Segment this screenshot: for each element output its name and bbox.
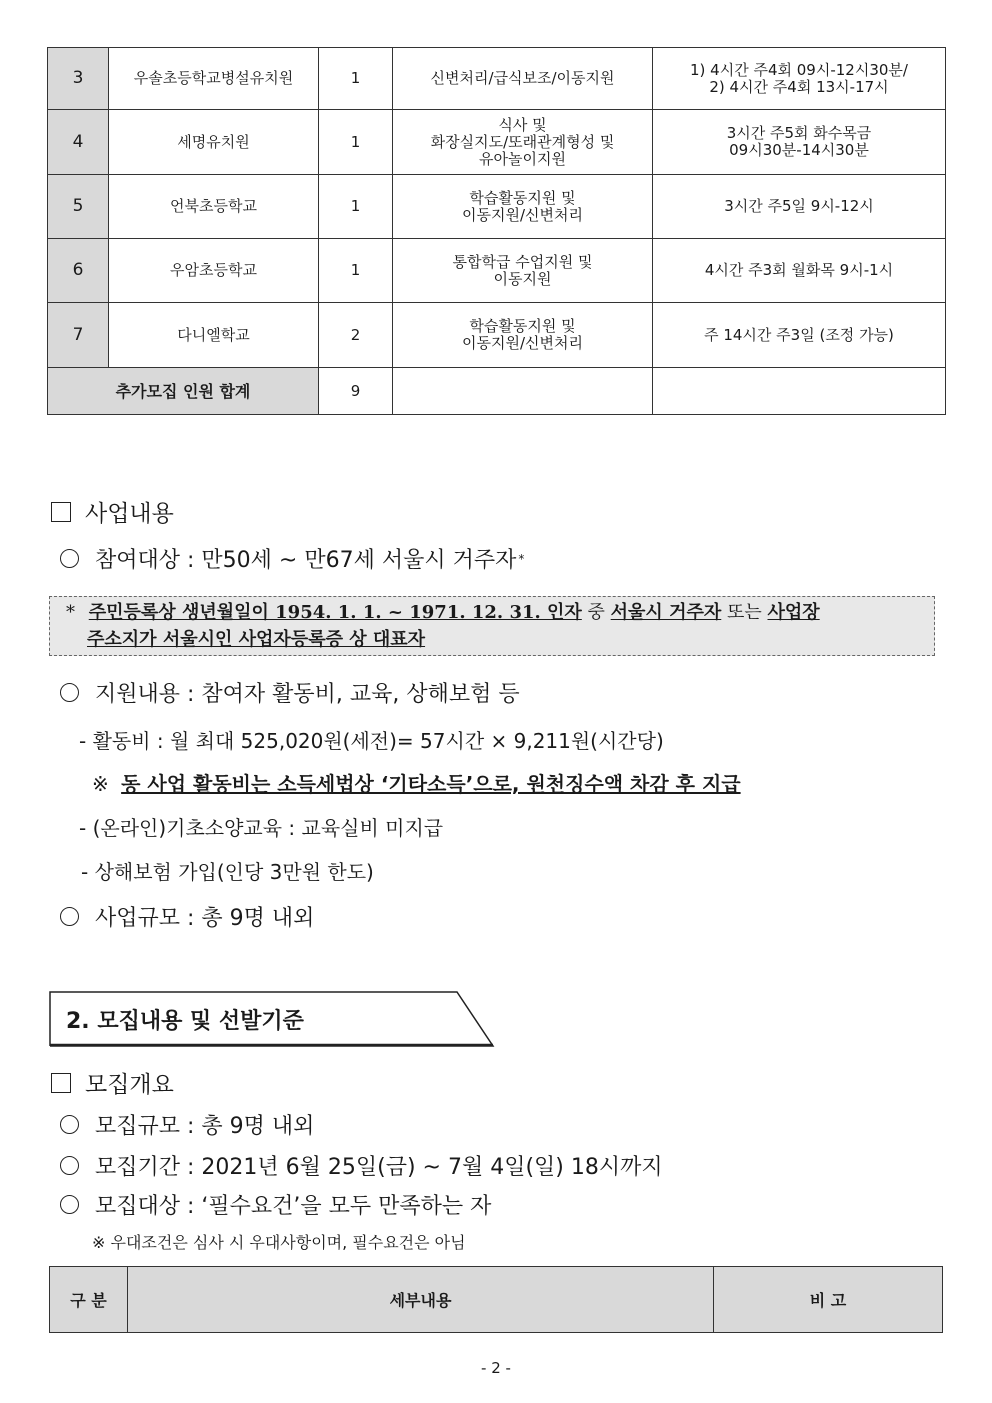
section-2-title-text: 2. 모집내용 및 선발기준: [66, 1009, 304, 1034]
duty-description: 학습활동지원 및 이동지원/신변처리: [393, 303, 653, 368]
square-bullet-icon: [51, 502, 71, 522]
school-name: 다니엘학교: [109, 303, 319, 368]
section-2-title: [49, 991, 493, 1046]
col-remarks: 비 고: [714, 1267, 943, 1333]
duty-description: 통합학급 수업지원 및 이동지원: [393, 239, 653, 303]
table-row: [48, 110, 946, 175]
insurance-line: - 상해보험 가입(인당 3만원 한도): [81, 860, 374, 884]
preference-note: ※ 우대조건은 심사 시 우대사항이며, 필수요건은 아님: [92, 1233, 466, 1252]
duty-description: 식사 및 화장실지도/또래관계형성 및 유아놀이지원: [393, 110, 653, 175]
school-name: 우암초등학교: [109, 239, 319, 303]
recruit-heading-text: 모집개요: [85, 1072, 174, 1098]
total-row: [48, 368, 946, 415]
note-seoul-resident: 서울시 거주자: [610, 602, 722, 623]
row-number: 5: [48, 175, 109, 239]
support-text: 지원내용 : 참여자 활동비, 교육, 상해보험 등: [95, 682, 520, 707]
col-category: 구 분: [50, 1267, 128, 1333]
total-value: 9: [319, 368, 393, 415]
note-line2: 주소지가 서울시인 사업자등록증 상 대표자: [87, 629, 426, 650]
target-mark: *: [518, 551, 525, 566]
headcount: 1: [319, 110, 393, 175]
table-row: [48, 48, 946, 110]
note-star: *: [66, 602, 75, 623]
education-line: - (온라인)기초소양교육 : 교육실비 미지급: [79, 816, 444, 840]
circle-bullet-icon: [60, 549, 79, 568]
business-heading-text: 사업내용: [85, 501, 174, 527]
tax-note-line: [92, 768, 741, 797]
headcount: 1: [319, 175, 393, 239]
work-schedule: 3시간 주5일 9시-12시: [653, 175, 946, 239]
circle-bullet-icon: [60, 1115, 79, 1134]
table-row: [48, 303, 946, 368]
target-text: 참여대상 : 만50세 ~ 만67세 서울시 거주자: [95, 548, 517, 573]
school-name: 언북초등학교: [109, 175, 319, 239]
business-scale-line: [60, 901, 314, 932]
col-details: 세부내용: [128, 1267, 714, 1333]
recruit-scale-text: 모집규모 : 총 9명 내외: [95, 1114, 315, 1139]
work-schedule: 3시간 주5회 화수목금 09시30분-14시30분: [653, 110, 946, 175]
recruit-target-line: [60, 1189, 491, 1220]
work-schedule: 1) 4시간 주4회 09시-12시30분/ 2) 4시간 주4회 13시-17시: [653, 48, 946, 110]
headcount: 1: [319, 48, 393, 110]
business-scale-text: 사업규모 : 총 9명 내외: [95, 906, 315, 931]
circle-bullet-icon: [60, 1195, 79, 1214]
note-business-place: 사업장: [767, 602, 820, 623]
recruit-period-line: [60, 1150, 663, 1181]
work-schedule: 4시간 주3회 월화목 9시-1시: [653, 239, 946, 303]
total-empty-time: [653, 368, 946, 415]
headcount: 2: [319, 303, 393, 368]
duty-description: 신변처리/급식보조/이동지원: [393, 48, 653, 110]
row-number: 3: [48, 48, 109, 110]
total-label: 추가모집 인원 합계: [48, 368, 319, 415]
activity-fee-line: - 활동비 : 월 최대 525,020원(세전)= 57시간 × 9,211원(시간당): [79, 729, 664, 753]
row-number: 4: [48, 110, 109, 175]
target-line: [60, 543, 524, 574]
square-bullet-icon: [51, 1073, 71, 1093]
note-conj-1: 중: [581, 602, 611, 623]
circle-bullet-icon: [60, 683, 79, 702]
note-birth-range: 주민등록상 생년월일이 1954. 1. 1. ~ 1971. 12. 31. 인자: [88, 602, 582, 623]
business-heading: [51, 495, 174, 528]
total-empty-duty: [393, 368, 653, 415]
table-row: [48, 239, 946, 303]
row-number: 7: [48, 303, 109, 368]
circle-bullet-icon: [60, 1156, 79, 1175]
table-row: [48, 175, 946, 239]
duty-description: 학습활동지원 및 이동지원/신변처리: [393, 175, 653, 239]
placement-table: [47, 47, 946, 415]
school-name: 우솔초등학교병설유치원: [109, 48, 319, 110]
work-schedule: 주 14시간 주3일 (조정 가능): [653, 303, 946, 368]
recruit-heading: [51, 1066, 174, 1099]
row-number: 6: [48, 239, 109, 303]
support-line: [60, 677, 520, 708]
recruit-target-text: 모집대상 : ‘필수요건’을 모두 만족하는 자: [95, 1194, 492, 1219]
headcount: 1: [319, 239, 393, 303]
circle-bullet-icon: [60, 907, 79, 926]
eligibility-note-box: [49, 596, 935, 656]
reference-mark: ※: [92, 772, 109, 796]
requirements-table: [49, 1266, 943, 1333]
recruit-period-text: 모집기간 : 2021년 6월 25일(금) ~ 7월 4일(일) 18시까지: [95, 1155, 663, 1180]
note-conj-2: 또는: [721, 602, 768, 623]
page-number: - 2 -: [481, 1359, 511, 1377]
recruit-scale-line: [60, 1109, 314, 1140]
school-name: 세명유치원: [109, 110, 319, 175]
tax-note-text: 동 사업 활동비는 소득세법상 ‘기타소득’으로, 원천징수액 차감 후 지급: [121, 772, 741, 796]
